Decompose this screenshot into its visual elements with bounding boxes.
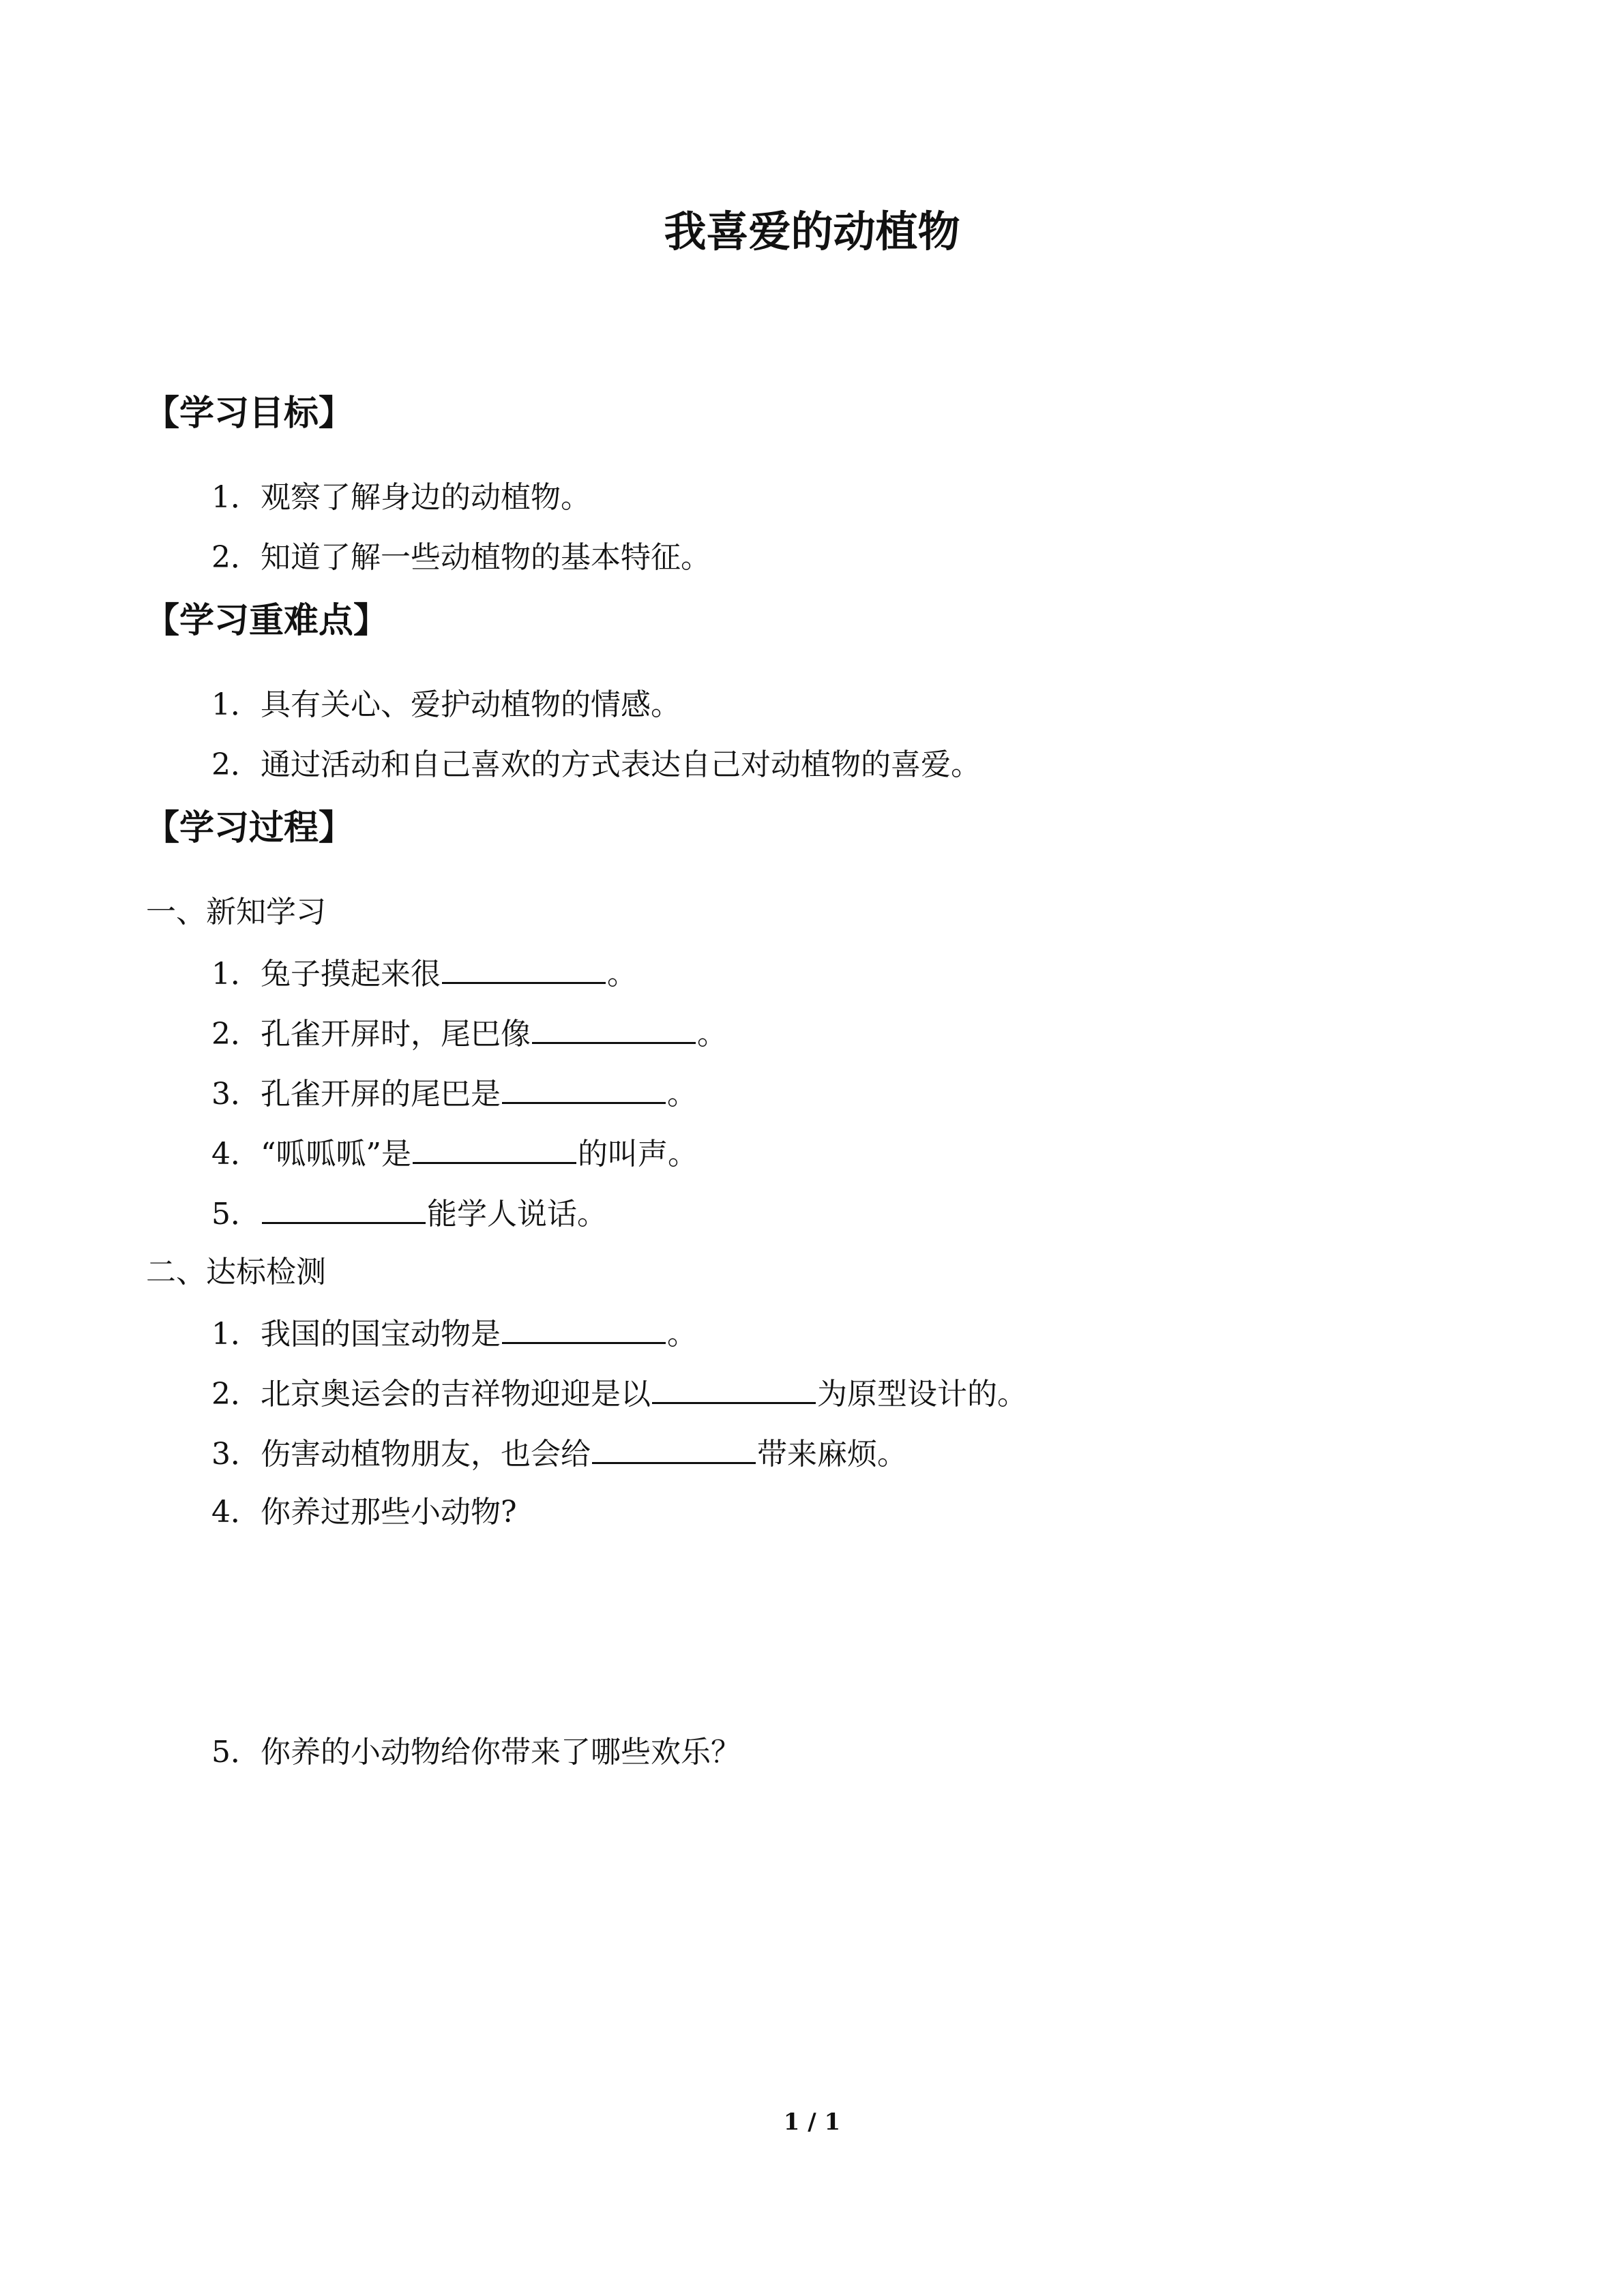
item-text-after: 。: [667, 1317, 697, 1352]
part-heading-assessment: 二、达标检测: [146, 1255, 326, 1289]
item-text-after: 。: [607, 957, 637, 992]
section-heading-learning-goals: 【学习目标】: [145, 393, 354, 434]
item-text-before: 2．北京奥运会的吉祥物迎迎是以: [211, 1377, 651, 1412]
answer-blank[interactable]: [502, 1072, 666, 1104]
item-text-after: 能学人说话。: [427, 1197, 607, 1232]
key-point-item-2: 2．通过活动和自己喜欢的方式表达自己对动植物的喜爱。: [211, 747, 981, 782]
answer-blank[interactable]: [652, 1372, 816, 1404]
fill-blank-item: [211, 1192, 607, 1235]
item-text-before: 2．孔雀开屏时，尾巴像: [211, 1017, 531, 1052]
fill-blank-item: [211, 1312, 697, 1355]
item-text-before: 1．我国的国宝动物是: [211, 1317, 501, 1352]
item-text-after: 为原型设计的。: [817, 1377, 1027, 1412]
item-text-after: 。: [697, 1017, 727, 1052]
item-text-before: 4．“呱呱呱”是: [211, 1137, 411, 1172]
goal-item-2: 2．知道了解一些动植物的基本特征。: [211, 540, 711, 575]
item-text-after: 带来麻烦。: [757, 1437, 907, 1472]
answer-blank[interactable]: [442, 952, 606, 984]
fill-blank-item: [211, 1012, 727, 1055]
answer-blank[interactable]: [592, 1432, 756, 1464]
goal-item-1: 1．观察了解身边的动植物。: [211, 480, 591, 515]
answer-blank[interactable]: [413, 1132, 576, 1164]
item-text-before: 3．孔雀开屏的尾巴是: [211, 1077, 501, 1112]
answer-blank[interactable]: [532, 1012, 696, 1044]
document-title: 我喜爱的动植物: [664, 207, 960, 256]
page-number: 1 / 1: [783, 2108, 841, 2136]
open-question-pets: 4．你养过那些小动物?: [211, 1495, 517, 1530]
part-heading-new-knowledge: 一、新知学习: [146, 895, 326, 929]
answer-blank[interactable]: [262, 1192, 426, 1224]
item-text-before: 3．伤害动植物朋友，也会给: [211, 1437, 591, 1472]
item-text-before: 5．: [211, 1197, 261, 1232]
section-heading-learning-process: 【学习过程】: [145, 808, 354, 848]
answer-blank[interactable]: [502, 1312, 666, 1344]
fill-blank-item: [211, 1372, 1027, 1415]
key-point-item-1: 1．具有关心、爱护动植物的情感。: [211, 687, 681, 722]
fill-blank-item: [211, 1132, 698, 1175]
fill-blank-item: [211, 1072, 697, 1115]
item-text-after: 的叫声。: [577, 1137, 698, 1172]
section-heading-key-points: 【学习重难点】: [145, 601, 389, 641]
fill-blank-item: [211, 1432, 907, 1475]
fill-blank-item: [211, 952, 637, 995]
item-text-before: 1．兔子摸起来很: [211, 957, 441, 992]
item-text-after: 。: [667, 1077, 697, 1112]
open-question-joy: 5．你养的小动物给你带来了哪些欢乐？: [211, 1735, 741, 1770]
